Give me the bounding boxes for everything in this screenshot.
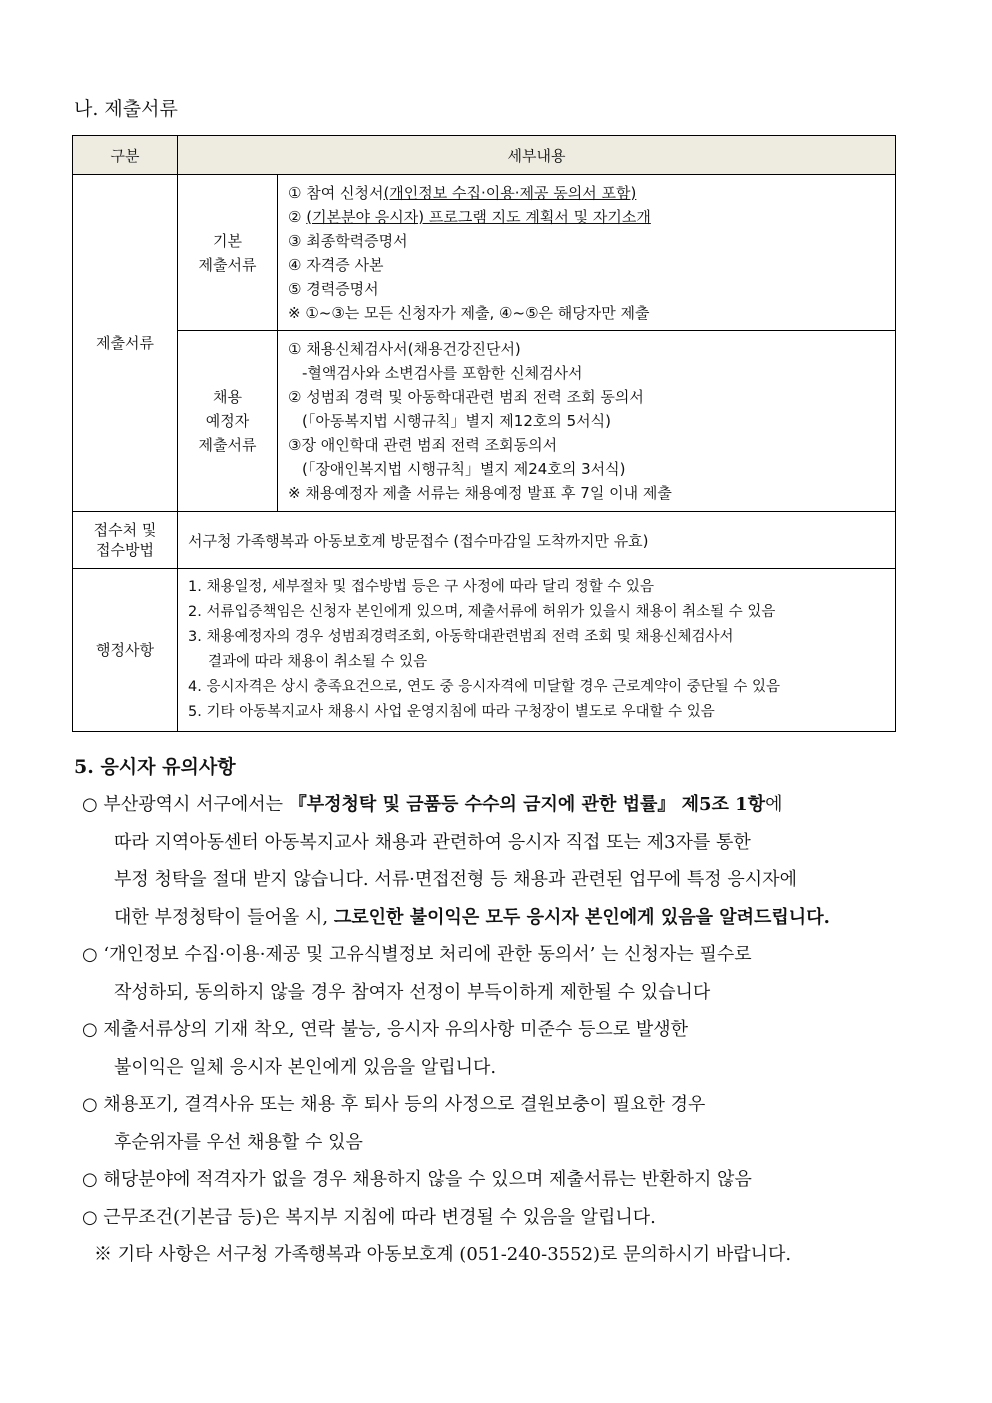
note-line: 후순위자를 우선 채용할 수 있음 (114, 1131, 363, 1153)
note-line: 작성하되, 동의하지 않을 경우 참여자 선정이 부득이하게 제한될 수 있습니다 (114, 981, 711, 1003)
list-item: ② 성범죄 경력 및 아동학대관련 범죄 전력 조회 동의서 (288, 388, 644, 406)
basic-docs-list (278, 175, 896, 331)
note-line: 부정 청탁을 절대 받지 않습니다. 서류·면접전형 등 채용과 관련된 업무에 특정 응시자에 (114, 869, 797, 890)
row-label-documents: 제출서류 (73, 175, 178, 512)
list-item: ※ 채용예정자 제출 서류는 채용예정 발표 후 7일 이내 제출 (288, 484, 672, 502)
note-item: ○ 해당분야에 적격자가 없을 경우 채용하지 않을 수 있으며 제출서류는 반환하지 않음 (82, 1169, 752, 1190)
list-item: ⑤ 경력증명서 (288, 279, 379, 298)
applicant-notes (82, 786, 922, 1274)
note-line: 불이익은 일체 응시자 본인에게 있음을 알립니다. (114, 1056, 497, 1078)
list-item: 4. 응시자격은 상시 충족요건으로, 연도 중 응시자격에 미달할 경우 근로계약이 중단될 수 있음 (188, 679, 781, 695)
note-item: ○ ‘개인정보 수집·이용·제공 및 고유식별정보 처리에 관한 동의서’ 는 신청자는 필수로 (82, 944, 752, 965)
hire-docs-list (278, 331, 896, 512)
note-item: ○ 채용포기, 결격사유 또는 채용 후 퇴사 등의 사정으로 결원보충이 필요한 경우 (82, 1094, 706, 1115)
list-item: ※ ①~③는 모든 신청자가 제출, ④~⑤은 해당자만 제출 (288, 303, 650, 322)
list-item: (「장애인복지법 시행규칙」별지 제24호의 3서식) (302, 460, 626, 478)
table-row (73, 569, 896, 732)
list-item: ① 채용신체검사서(채용건강진단서) (288, 340, 521, 358)
table-row (73, 331, 896, 512)
list-item: ① 참여 신청서(개인정보 수집·이용·제공 동의서 포함) (288, 183, 637, 202)
list-item: -혈액검사와 소변검사를 포함한 신체검사서 (302, 364, 583, 382)
row-label-admin: 행정사항 (73, 569, 178, 732)
note-item: ○ 부산광역시 서구에서는 『부정청탁 및 금품등 수수의 금지에 관한 법률』 제5조 1항에 (82, 794, 783, 815)
list-item: 2. 서류입증책임은 신청자 본인에게 있으며, 제출서류에 허위가 있을시 채용이 취소될 수 있음 (188, 604, 776, 620)
note-item: ○ 근무조건(기본급 등)은 복지부 지침에 따라 변경될 수 있음을 알립니다. (82, 1206, 656, 1228)
basic-docs-label: 기본 제출서류 (178, 175, 278, 331)
reception-content: 서구청 가족행복과 아동보호계 방문접수 (접수마감일 도착까지만 유효) (178, 512, 896, 569)
list-item: ④ 자격증 사본 (288, 255, 384, 274)
list-item: 3. 채용예정자의 경우 성범죄경력조회, 아동학대관련범죄 전력 조회 및 채용신체검사서 (188, 629, 734, 645)
list-item: ③ 최종학력증명서 (288, 231, 408, 250)
list-item: (「아동복지법 시행규칙」별지 제12호의 5서식) (302, 412, 611, 430)
list-item: 1. 채용일정, 세부절차 및 접수방법 등은 구 사정에 따라 달리 정할 수 있음 (188, 579, 654, 595)
table-row (73, 512, 896, 569)
admin-list (178, 569, 896, 732)
header-category: 구분 (73, 136, 178, 175)
note-item: ○ 제출서류상의 기재 착오, 연락 불능, 응시자 유의사항 미준수 등으로 발생한 (82, 1019, 689, 1040)
section-title: 나. 제출서류 (74, 98, 178, 120)
note-line: 대한 부정청탁이 들어올 시, 그로인한 불이익은 모두 응시자 본인에게 있음을 알려드립니다. (114, 906, 830, 928)
table-header-row (73, 136, 896, 175)
note-line: 따라 지역아동센터 아동복지교사 채용과 관련하여 응시자 직접 또는 제3자를 통한 (114, 831, 751, 853)
list-item: ② (기본분야 응시자) 프로그램 지도 계획서 및 자기소개 (288, 207, 651, 226)
contact-note: ※ 기타 사항은 서구청 가족행복과 아동보호계 (051-240-3552)로 문의하시기 바랍니다. (94, 1244, 792, 1265)
table-row (73, 175, 896, 331)
header-details: 세부내용 (178, 136, 896, 175)
list-item: ③장 애인학대 관련 범죄 전력 조회동의서 (288, 436, 558, 454)
hire-docs-label: 채용 예정자 제출서류 (178, 331, 278, 512)
list-item: 결과에 따라 채용이 취소될 수 있음 (208, 654, 428, 670)
row-label-reception: 접수처 및 접수방법 (73, 512, 178, 569)
section5-title: 5. 응시자 유의사항 (74, 756, 236, 778)
submission-table (72, 135, 896, 732)
list-item: 5. 기타 아동복지교사 채용시 사업 운영지침에 따라 구청장이 별도로 우대할 수 있음 (188, 704, 715, 720)
